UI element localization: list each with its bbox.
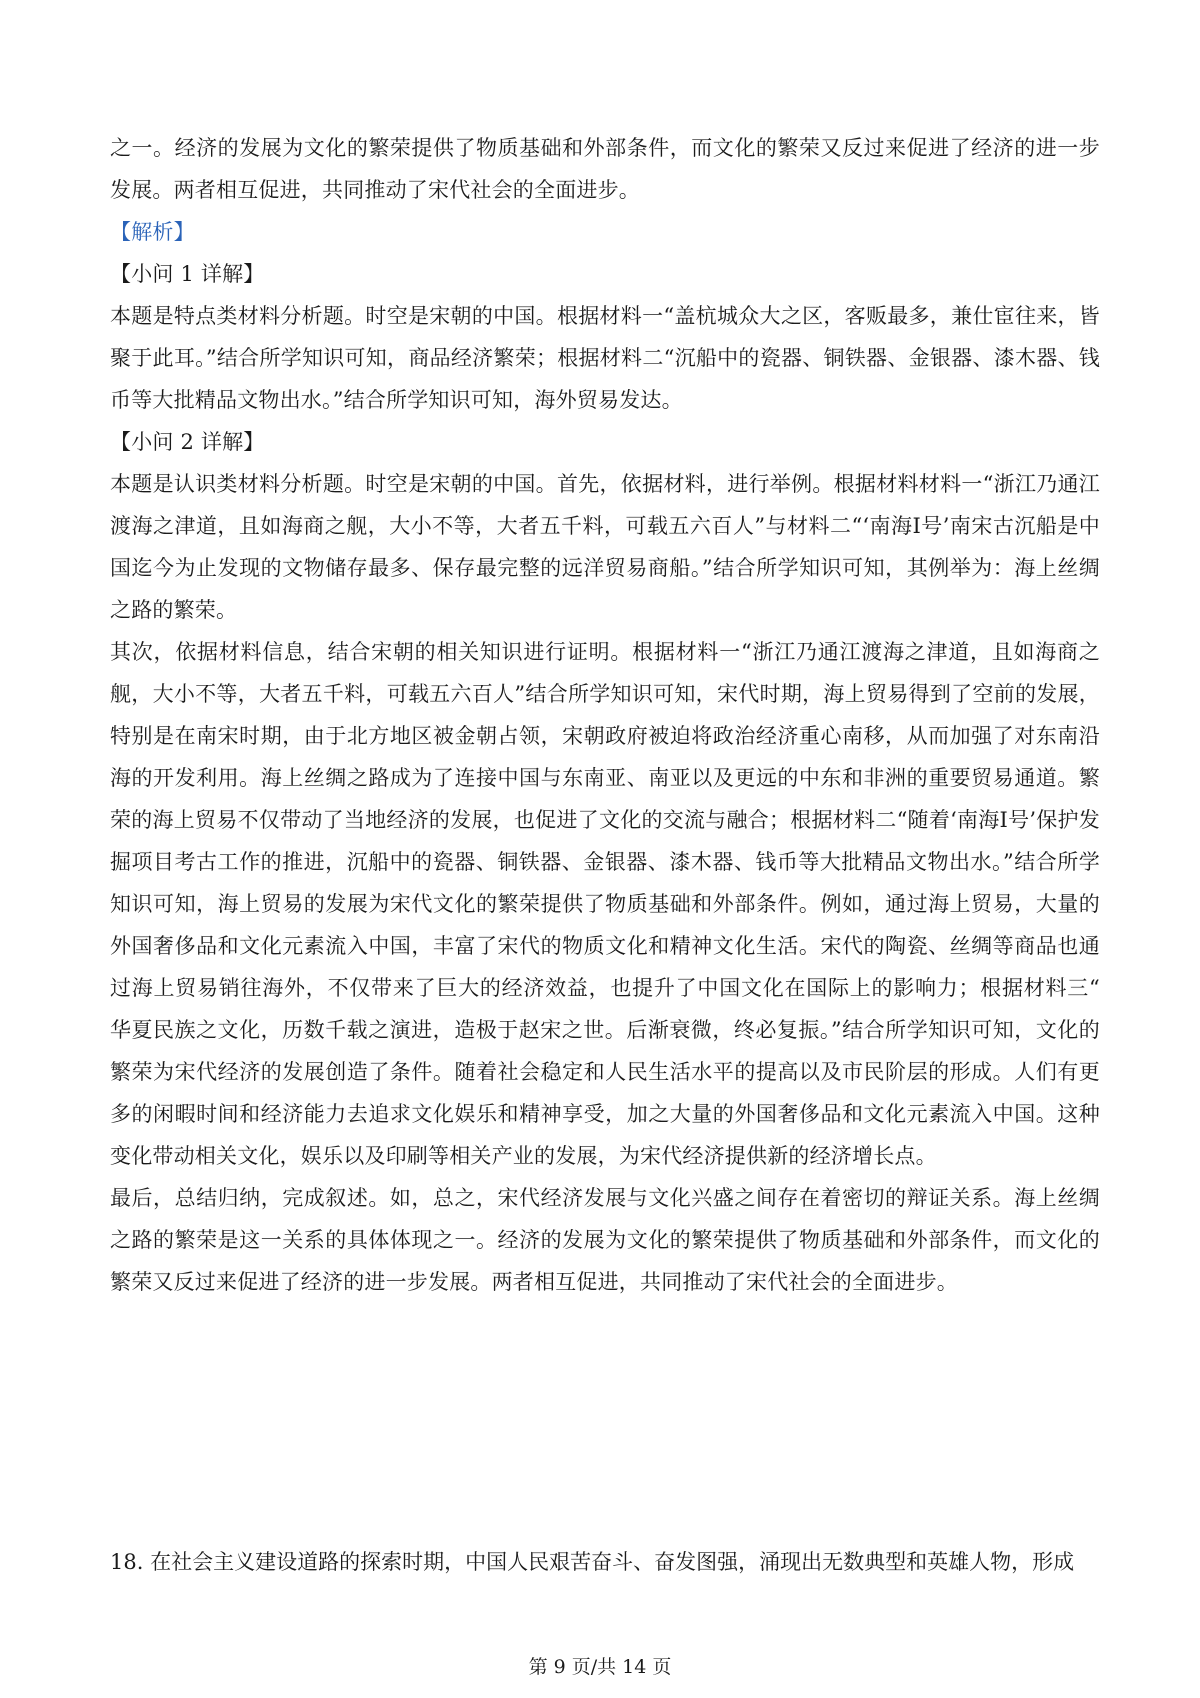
sub-question-2-proof: 其次，依据材料信息，结合宋朝的相关知识进行证明。根据材料一“浙江乃通江渡海之津道，且如海商之舰，大小不等，大者五千料，可载五六百人”结合所学知识可知，宋代时期，海上贸易得到了空前的发展，特别是在南宋时期，由于北方地区被金朝占领，宋朝政府被迫将政治经济重心南移，从而加强了对东南沿海的开发利用。海上丝绸之路成为了连接中国与东南亚、南亚以及更远的中东和非洲的重要贸易通道。繁荣的海上贸易不仅带动了当地经济的发展，也促进了文化的交流与融合；根据材料二“随着‘南海Ⅰ号’保护发掘项目考古工作的推进，沉船中的瓷器、铜铁器、金银器、漆木器、钱币等大批精品文物出水。”结合所学知识可知，海上贸易的发展为宋代文化的繁荣提供了物质基础和外部条件。例如，通过海上贸易，大量的外国奢侈品和文化元素流入中国，丰富了宋代的物质文化和精神文化生活。宋代的陶瓷、丝绸等商品也通过海上贸易销往海外，不仅带来了巨大的经济效益，也提升了中国文化在国际上的影响力；根据材料三“ 华夏民族之文化，历数千载之演进，造极于赵宋之世。后渐衰微，终必复振。”结合所学知识可知，文化的繁荣为宋代经济的发展创造了条件。随着社会稳定和人民生活水平的提高以及市民阶层的形成。人们有更多的闲暇时间和经济能力去追求文化娱乐和精神享受，加之大量的外国奢侈品和文化元素流入中国。这种变化带动相关文化，娱乐以及印刷等相关产业的发展，为宋代经济提供新的经济增长点。: [110, 640, 1143, 1168]
sub-question-1-explanation: 本题是特点类材料分析题。时空是宋朝的中国。根据材料一“盖杭城众大之区，客贩最多，兼仕宦往来，皆聚于此耳。”结合所学知识可知，商品经济繁荣；根据材料二“沉船中的瓷器、铜铁器、金银器、漆木器、钱币等大批精品文物出水。”结合所学知识可知，海外贸易发达。: [110, 304, 1100, 412]
analysis-heading: 【解析】: [110, 220, 195, 244]
sub-question-1-heading: 【小问 1 详解】: [110, 262, 265, 286]
sub-question-2-summary: 最后，总结归纳，完成叙述。如，总之，宋代经济发展与文化兴盛之间存在着密切的辩证关系。海上丝绸之路的繁荣是这一关系的具体体现之一。经济的发展为文化的繁荣提供了物质基础和外部条件，而文化的繁荣又反过来促进了经济的进一步发展。两者相互促进，共同推动了宋代社会的全面进步。: [110, 1186, 1100, 1294]
sub-question-2-example: 本题是认识类材料分析题。时空是宋朝的中国。首先，依据材料，进行举例。根据材料材料一“浙江乃通江渡海之津道，且如海商之舰，大小不等，大者五千料，可载五六百人”与材料二“‘南海Ⅰ号’南宋古沉船是中国迄今为止发现的文物储存最多、保存最完整的远洋贸易商船。”结合所学知识可知，其例举为：海上丝绸之路的繁荣。: [110, 472, 1100, 622]
sub-question-2-heading: 【小问 2 详解】: [110, 430, 265, 454]
paragraph-conclusion-continued: 之一。经济的发展为文化的繁荣提供了物质基础和外部条件，而文化的繁荣又反过来促进了经济的进一步发展。两者相互促进，共同推动了宋代社会的全面进步。: [110, 136, 1100, 202]
question-18-stem: 18. 在社会主义建设道路的探索时期，中国人民艰苦奋斗、奋发图强，涌现出无数典型和英雄人物，形成: [110, 1550, 1075, 1574]
answer-body: [110, 127, 1143, 1303]
page-footer: 第 9 页/共 14 页: [528, 1656, 672, 1678]
